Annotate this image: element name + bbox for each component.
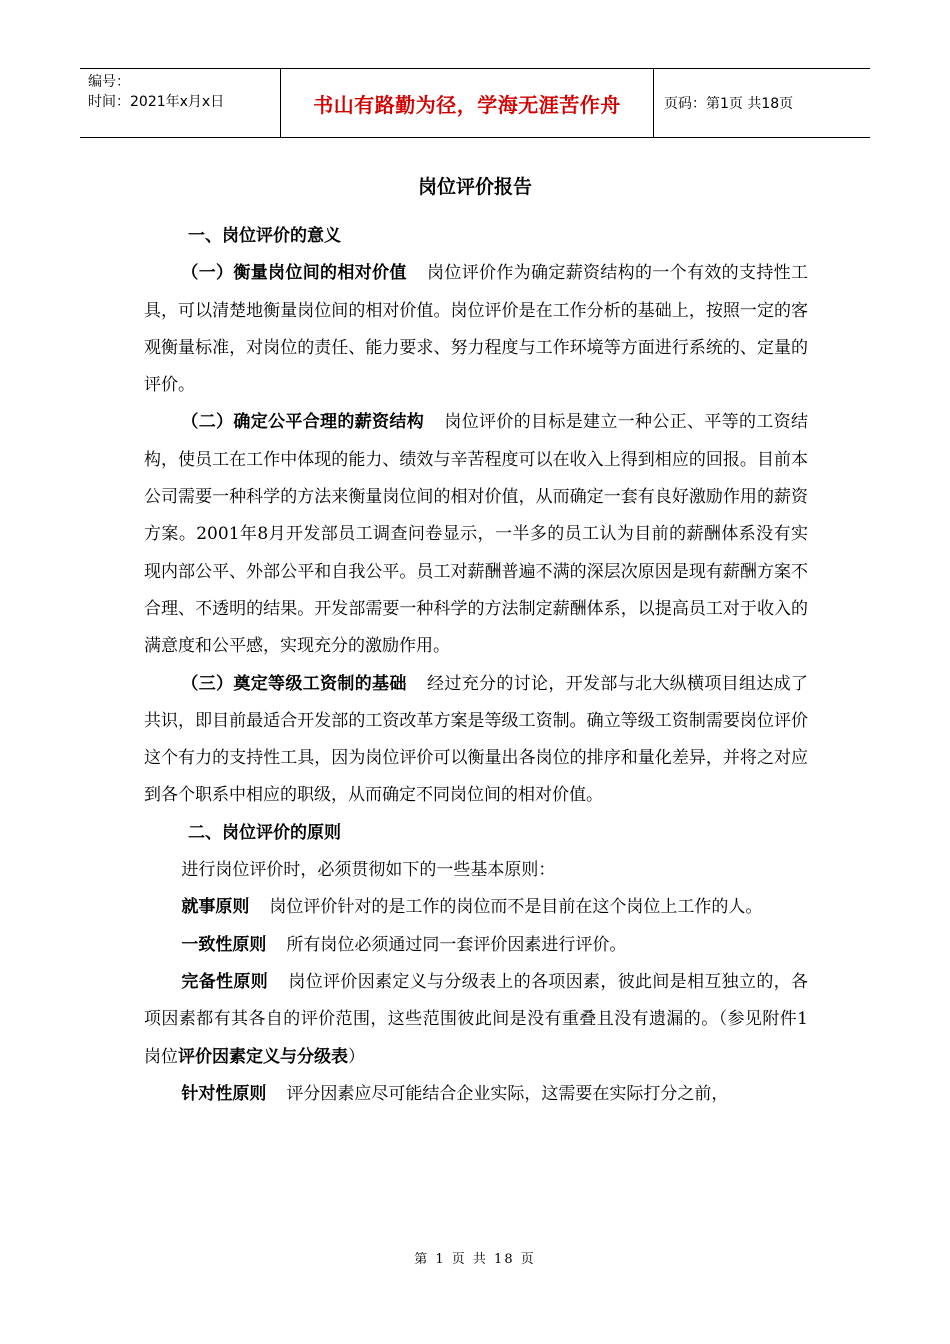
principles-intro: 进行岗位评价时，必须贯彻如下的一些基本原则： <box>181 860 556 881</box>
paragraph-3-lead: （三）奠定等级工资制的基础 <box>181 673 407 694</box>
paragraph-1-text: 岗位评价作为确定薪资结构的一个有效的支持性工具，可以清楚地衡量岗位间的相对价值。岗位评价是在工作分析的基础上，按照一定的客观衡量标准，对岗位的责任、能力要求、努力程度与工作环境等方面进行系统的、定量的评价。 <box>144 263 808 396</box>
principle-1-text: 岗位评价针对的是工作的岗位而不是目前在这个岗位上工作的人。 <box>269 897 763 918</box>
date-label: 时间：2021年x月x日 <box>88 94 225 110</box>
principle-4 <box>144 1076 808 1113</box>
number-label: 编号： <box>88 74 130 90</box>
principle-1-lead: 就事原则 <box>181 897 250 918</box>
header-motto: 书山有路勤为径，学海无涯苦作舟 <box>281 69 654 137</box>
paragraph-1 <box>144 255 808 404</box>
principle-4-lead: 针对性原则 <box>181 1083 267 1104</box>
document-title: 岗位评价报告 <box>417 176 532 198</box>
page-footer: 第 1 页 共 18 页 <box>414 1252 536 1267</box>
paragraph-2-lead: （二）确定公平合理的薪资结构 <box>181 412 425 433</box>
paragraph-2 <box>144 404 808 665</box>
principle-3-lead: 完备性原则 <box>181 971 269 992</box>
principle-2-lead: 一致性原则 <box>181 934 267 955</box>
principle-3-bold-tail: 评价因素定义与分级表 <box>178 1046 348 1067</box>
principle-1 <box>144 889 808 926</box>
document-body <box>144 218 808 1113</box>
principle-2-text: 所有岗位必须通过同一套评价因素进行评价。 <box>286 934 627 955</box>
principle-4-text: 评分因素应尽可能结合企业实际，这需要在实际打分之前， <box>286 1083 729 1104</box>
header-meta <box>80 69 281 137</box>
paragraph-3 <box>144 666 808 815</box>
principle-3-text: 岗位评价因素定义与分级表上的各项因素，彼此间是相互独立的，各项因素都有其各自的评价范围，这些范围彼此间是没有重叠且没有遗漏的。（参见附件1 岗位 <box>144 971 809 1067</box>
paragraph-1-lead: （一）衡量岗位间的相对价值 <box>181 263 407 284</box>
principle-3 <box>144 964 808 1076</box>
document-header <box>80 68 870 138</box>
header-page-info: 页码：第1页 共18页 <box>664 96 794 112</box>
principle-3-close: ） <box>348 1046 365 1067</box>
section-heading-1: 一、岗位评价的意义 <box>188 226 341 246</box>
paragraph-3-text: 经过充分的讨论，开发部与北大纵横项目组达成了共识，即目前最适合开发部的工资改革方案是等级工资制。确立等级工资制需要岗位评价这个有力的支持性工具，因为岗位评价可以衡量出各岗位的排序和量化差异，并将之对应到各个职系中相应的职级，从而确定不同岗位间的相对价值。 <box>144 673 808 806</box>
paragraph-2-text: 岗位评价的目标是建立一种公正、平等的工资结构，使员工在工作中体现的能力、绩效与辛苦程度可以在收入上得到相应的回报。目前本公司需要一种科学的方法来衡量岗位间的相对价值，从而确定一套有良好激励作用的薪资方案。2001年8月开发部员工调查问卷显示，一半多的员工认为目前的薪酬体系没有实现内部公平、外部公平和自我公平。员工对薪酬普遍不满的深层次原因是现有薪酬方案不合理、不透明的结果。开发部需要一种科学的方法制定薪酬体系，以提高员工对于收入的满意度和公平感，实现充分的激励作用。 <box>144 412 809 657</box>
principle-2 <box>144 927 808 964</box>
section-heading-2: 二、岗位评价的原则 <box>188 822 341 843</box>
